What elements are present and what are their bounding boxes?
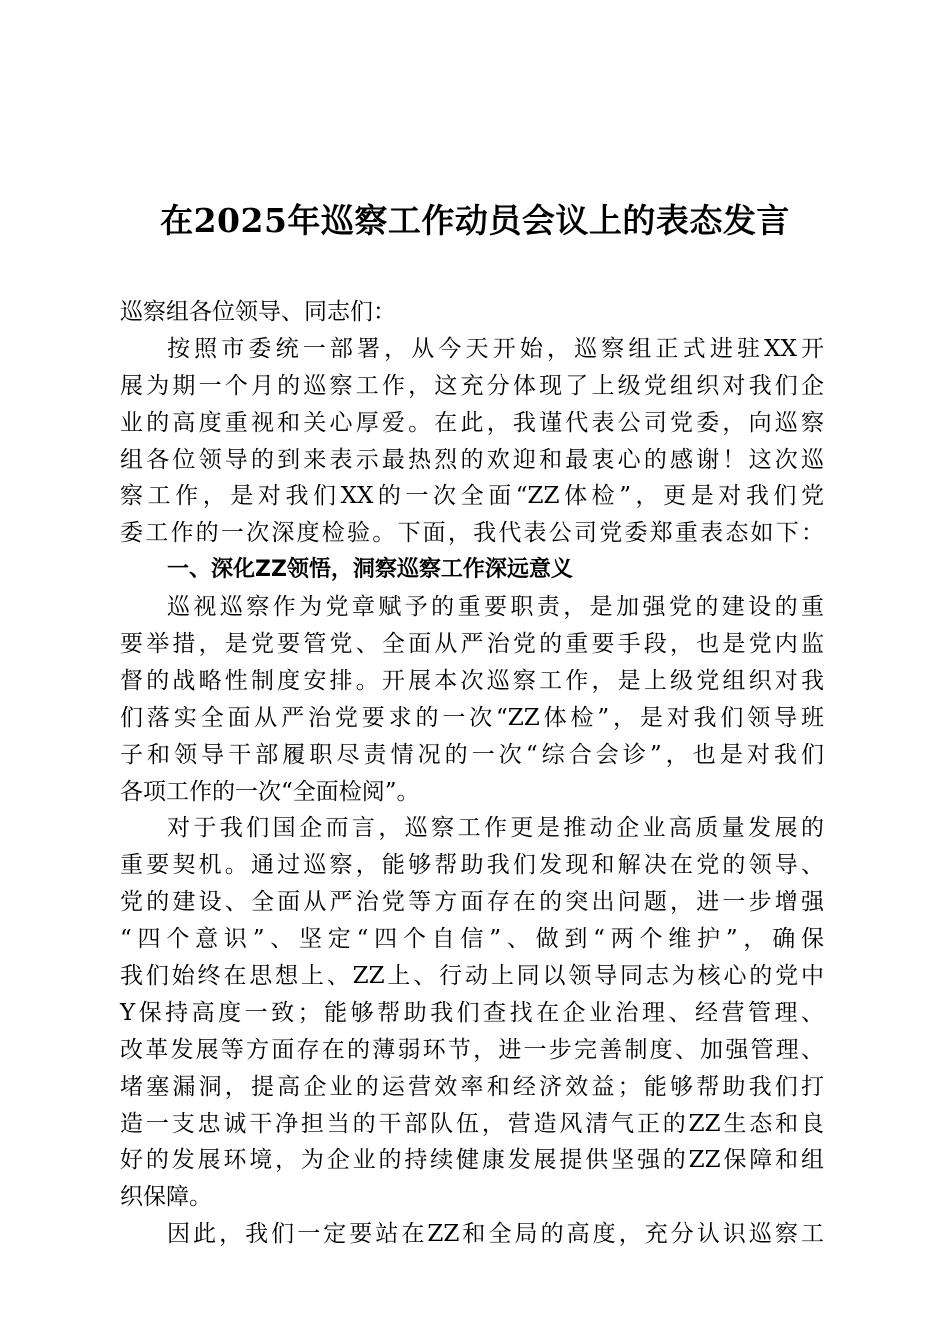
- body-line: 委工作的一次深度检验。下面，我代表公司党委郑重表态如下：: [120, 520, 824, 547]
- body-line: 织保障。: [120, 1184, 212, 1211]
- body-line: 堵塞漏洞，提高企业的运营效率和经济效益；能够帮助我们打: [120, 1073, 824, 1100]
- document-body: [120, 294, 824, 1253]
- body-line: 业的高度重视和关心厚爱。在此，我谨代表公司党委，向巡察: [120, 409, 824, 436]
- body-line: 展为期一个月的巡察工作，这充分体现了上级党组织对我们企: [120, 372, 824, 399]
- body-line: 因此，我们一定要站在ZZ和全局的高度，充分认识巡察工: [167, 1221, 824, 1248]
- body-line: 按照市委统一部署，从今天开始，巡察组正式进驻XX开: [167, 335, 824, 362]
- body-line: 对于我们国企而言，巡察工作更是推动企业高质量发展的: [167, 815, 824, 842]
- body-line: 察工作，是对我们XX的一次全面“ZZ体检”，更是对我们党: [120, 483, 824, 510]
- body-line: 各项工作的一次“全面检阅”。: [120, 778, 420, 805]
- section-heading: 一、深化ZZ领悟，洞察巡察工作深远意义: [167, 557, 573, 583]
- document-title: 在2025年巡察工作动员会议上的表态发言: [160, 201, 790, 240]
- body-line: 子和领导干部履职尽责情况的一次“综合会诊”，也是对我们: [120, 741, 824, 768]
- body-line: 改革发展等方面存在的薄弱环节，进一步完善制度、加强管理、: [120, 1036, 824, 1063]
- body-line: 们落实全面从严治党要求的一次“ZZ体检”，是对我们领导班: [120, 704, 824, 731]
- body-line: 要举措，是党要管党、全面从严治党的重要手段，也是党内监: [120, 631, 824, 658]
- body-line: 督的战略性制度安排。开展本次巡察工作，是上级党组织对我: [120, 667, 824, 694]
- body-line: 好的发展环境，为企业的持续健康发展提供坚强的ZZ保障和组: [120, 1147, 824, 1174]
- body-line: 我们始终在思想上、ZZ上、行动上同以领导同志为核心的党中: [120, 963, 824, 990]
- body-line: 党的建设、全面从严治党等方面存在的突出问题，进一步增强: [120, 889, 824, 916]
- body-line: 造一支忠诚干净担当的干部队伍，营造风清气正的ZZ生态和良: [120, 1110, 824, 1137]
- body-line: “四个意识”、坚定“四个自信”、做到“两个维护”，确保: [120, 926, 824, 953]
- salutation: 巡察组各位领导、同志们：: [120, 299, 396, 325]
- body-line: 重要契机。通过巡察，能够帮助我们发现和解决在党的领导、: [120, 852, 824, 879]
- body-line: Y保持高度一致；能够帮助我们查找在企业治理、经营管理、: [120, 999, 824, 1026]
- body-line: 巡视巡察作为党章赋予的重要职责，是加强党的建设的重: [167, 594, 824, 621]
- body-line: 组各位领导的到来表示最热烈的欢迎和最衷心的感谢！这次巡: [120, 446, 824, 473]
